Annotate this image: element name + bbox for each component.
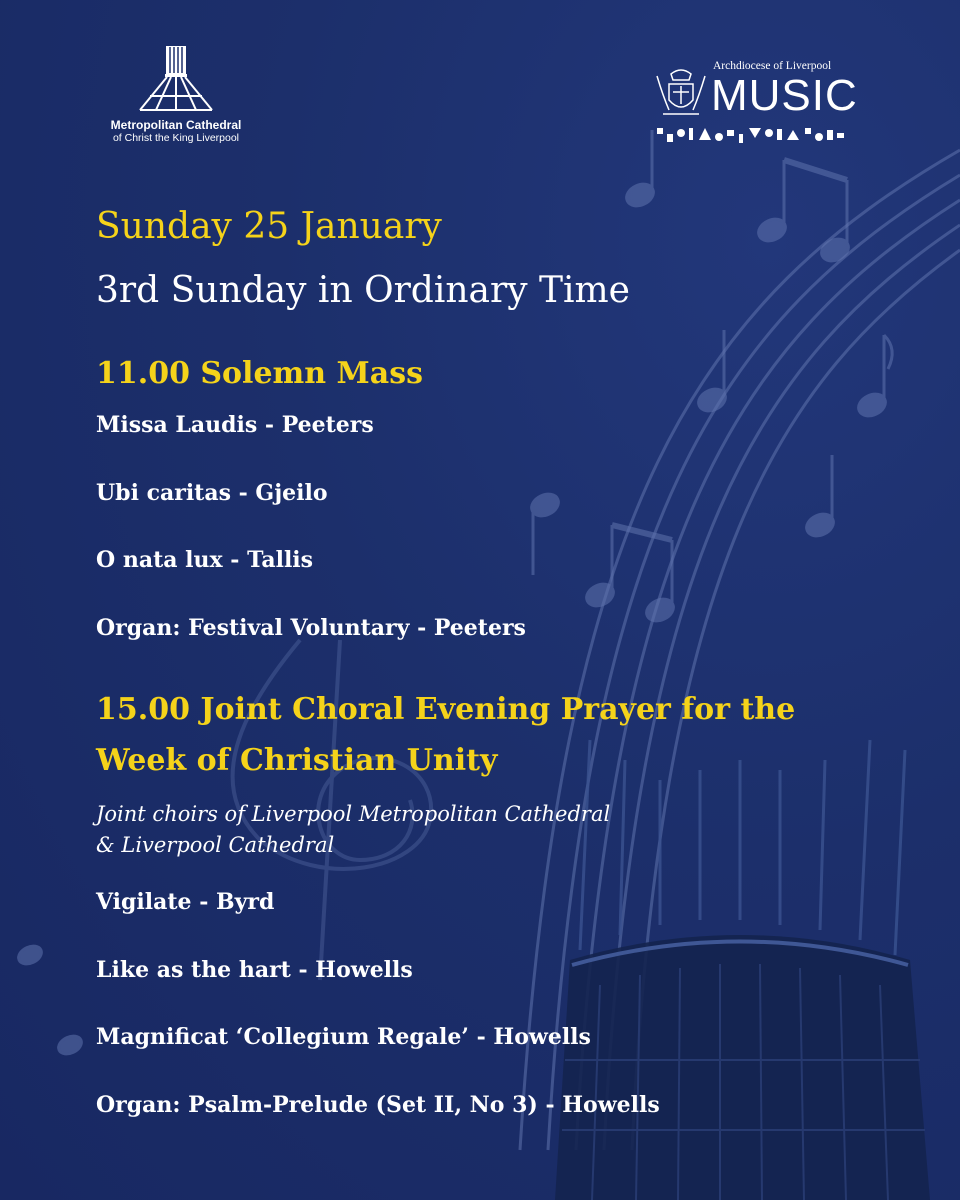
cathedral-logo-name: Metropolitan Cathedral <box>110 118 242 132</box>
cathedral-logo-subtitle: of Christ the King Liverpool <box>112 132 240 144</box>
music-item: Vigilate - Byrd <box>96 889 275 915</box>
liturgical-occasion-heading: 3rd Sunday in Ordinary Time <box>96 270 630 311</box>
music-item: Organ: Psalm-Prelude (Set II, No 3) - Howells <box>96 1092 660 1118</box>
music-item: Like as the hart - Howells <box>96 957 413 983</box>
music-item: O nata lux - Tallis <box>96 547 314 573</box>
music-item: Organ: Festival Voluntary - Peeters <box>96 615 526 641</box>
archdiocese-music-logo <box>655 58 858 148</box>
service-note: Joint choirs of Liverpool Metropolitan Cathedral <box>96 802 611 826</box>
event-date-heading: Sunday 25 January <box>96 206 442 247</box>
archdiocese-text: Archdiocese of Liverpool <box>713 60 832 72</box>
music-item: Magnificat ‘Collegium Regale’ - Howells <box>96 1024 591 1050</box>
coat-of-arms-icon <box>655 66 707 122</box>
service-title: 11.00 Solemn Mass <box>96 356 423 391</box>
music-wordmark: MUSIC <box>711 71 858 120</box>
service-note-continued: & Liverpool Cathedral <box>96 833 335 857</box>
music-item: Ubi caritas - Gjeilo <box>96 480 328 506</box>
cathedral-crown-icon <box>136 44 216 114</box>
decorative-pattern-icon <box>655 124 847 146</box>
service-title: 15.00 Joint Choral Evening Prayer for the <box>96 692 796 727</box>
cathedral-logo <box>96 44 256 145</box>
service-title-continued: Week of Christian Unity <box>96 743 498 778</box>
music-item: Missa Laudis - Peeters <box>96 412 374 438</box>
